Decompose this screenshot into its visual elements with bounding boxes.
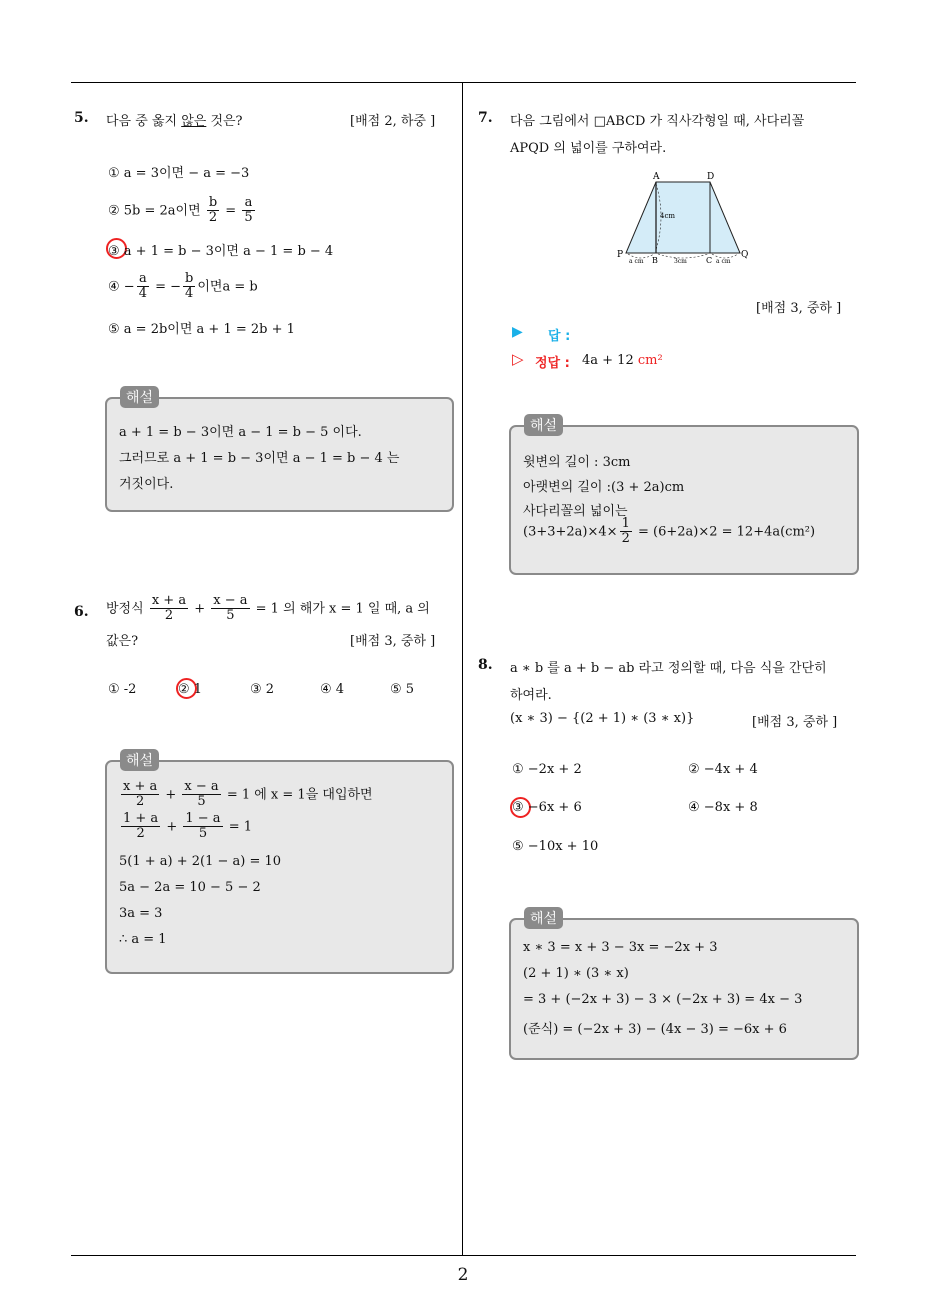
correct-answer: 4a + 12 cm² bbox=[582, 353, 663, 368]
correct-label: 정답 : bbox=[535, 356, 570, 371]
option-4[interactable]: ④ −8x + 8 bbox=[688, 800, 758, 815]
question-number: 5. bbox=[74, 110, 89, 126]
solution-line: 아랫변의 길이 :(3 + 2a)cm bbox=[523, 480, 685, 495]
option-2[interactable]: ② 5b = 2a이면 $\frac{b}{2}$ = $\frac{a}{5}$ bbox=[108, 195, 253, 226]
solution-line: (준식) = (−2x + 3) − (4x − 3) = −6x + 6 bbox=[523, 1022, 787, 1037]
option-2[interactable]: ② −4x + 4 bbox=[688, 762, 758, 777]
label-C: C bbox=[706, 256, 713, 265]
option-1[interactable]: ① -2 bbox=[108, 682, 137, 697]
answer-label: 답 : bbox=[548, 329, 571, 344]
label-A: A bbox=[653, 172, 660, 182]
option-3[interactable]: ③ −6x + 6 bbox=[512, 800, 582, 815]
label-D: D bbox=[707, 172, 715, 182]
question-stem: a ∗ b 를 a + b − ab 라고 정의할 때, 다음 식을 간단히 bbox=[510, 661, 827, 676]
option-5[interactable]: ⑤ a = 2b이면 a + 1 = 2b + 1 bbox=[108, 322, 295, 337]
label-height: 4cm bbox=[660, 212, 676, 220]
top-rule bbox=[71, 82, 856, 83]
label-3cm: 3cm bbox=[674, 258, 687, 265]
solution-box bbox=[105, 760, 454, 974]
question-stem: 다음 그림에서 □ABCD 가 직사각형일 때, 사다리꼴 bbox=[510, 114, 805, 129]
score-label: [배점 3, 중하 ] bbox=[756, 301, 842, 316]
solution-tag: 해설 bbox=[524, 907, 563, 929]
solution-line: 5(1 + a) + 2(1 − a) = 10 bbox=[119, 854, 282, 869]
label-B: B bbox=[652, 256, 658, 265]
question-stem: 방정식 $\frac{x + a}{2}$ + $\frac{x - a}{5}$ = 1 의 해가 x = 1 일 때, a 의 bbox=[106, 593, 430, 624]
solution-line: $\frac{x + a}{2}$ + $\frac{x - a}{5}$ = 1 에 x = 1을 대입하면 bbox=[123, 779, 373, 810]
label-P: P bbox=[617, 250, 624, 260]
label-Q: Q bbox=[741, 250, 749, 260]
question-stem-cont: 값은? bbox=[106, 634, 139, 649]
solution-line: a + 1 = b − 3이면 a − 1 = b − 5 이다. bbox=[119, 425, 362, 440]
solution-line: 거짓이다. bbox=[119, 477, 174, 492]
label-a1: a cm bbox=[629, 258, 644, 265]
solution-tag: 해설 bbox=[524, 414, 563, 436]
answer-arrow-icon: ▶ bbox=[512, 324, 523, 340]
solution-line: $\frac{1 + a}{2}$ + $\frac{1 - a}{5}$ = 1 bbox=[123, 811, 252, 842]
question-stem-cont: APQD 의 넓이를 구하여라. bbox=[510, 141, 667, 156]
solution-line: 그러므로 a + 1 = b − 3이면 a − 1 = b − 4 는 bbox=[119, 451, 400, 466]
option-5[interactable]: ⑤ −10x + 10 bbox=[512, 839, 599, 854]
option-4[interactable]: ④ − $\frac{a}{4}$ = − $\frac{b}{4}$ 이면a = b bbox=[108, 271, 258, 302]
solution-line: 사다리꼴의 넓이는 bbox=[523, 504, 628, 519]
option-2[interactable]: ② 1 bbox=[178, 682, 203, 697]
page-number: 2 bbox=[457, 1265, 469, 1285]
solution-line: = 3 + (−2x + 3) − 3 × (−2x + 3) = 4x − 3 bbox=[523, 992, 803, 1007]
solution-line: 5a − 2a = 10 − 5 − 2 bbox=[119, 880, 261, 895]
column-divider bbox=[462, 83, 463, 1255]
score-label: [배점 2, 하중 ] bbox=[350, 114, 436, 129]
option-1[interactable]: ① −2x + 2 bbox=[512, 762, 582, 777]
solution-line: 윗변의 길이 : 3cm bbox=[523, 455, 631, 470]
solution-line: (2 + 1) ∗ (3 ∗ x) bbox=[523, 966, 629, 981]
trapezoid-figure bbox=[614, 170, 754, 265]
solution-box bbox=[509, 918, 859, 1060]
question-number: 7. bbox=[478, 110, 493, 126]
option-4[interactable]: ④ 4 bbox=[320, 682, 345, 697]
bottom-rule bbox=[71, 1255, 856, 1256]
solution-tag: 해설 bbox=[120, 386, 159, 408]
question-stem-cont: 하여라. bbox=[510, 688, 552, 703]
solution-line: ∴ a = 1 bbox=[119, 932, 167, 947]
option-3[interactable]: ③ 2 bbox=[250, 682, 275, 697]
question-stem: 다음 중 옳지 않은 것은? bbox=[106, 114, 243, 129]
solution-tag: 해설 bbox=[120, 749, 159, 771]
label-a2: a cm bbox=[716, 258, 731, 265]
solution-line: x ∗ 3 = x + 3 − 3x = −2x + 3 bbox=[523, 940, 718, 955]
option-1[interactable]: ① a = 3이면 − a = −3 bbox=[108, 166, 250, 181]
correct-arrow-icon: ▷ bbox=[512, 350, 524, 368]
option-3[interactable]: ③ a + 1 = b − 3이면 a − 1 = b − 4 bbox=[108, 244, 334, 259]
solution-line: 3a = 3 bbox=[119, 906, 163, 921]
option-5[interactable]: ⑤ 5 bbox=[390, 682, 415, 697]
solution-box bbox=[509, 425, 859, 575]
question-expression: (x ∗ 3) − {(2 + 1) ∗ (3 ∗ x)} bbox=[510, 711, 695, 726]
score-label: [배점 3, 중하 ] bbox=[350, 634, 436, 649]
solution-line: (3+3+2a)×4× $\frac{1}{2}$ = (6+2a)×2 = 12+4a(cm²) bbox=[523, 516, 816, 547]
question-number: 8. bbox=[478, 657, 493, 673]
score-label: [배점 3, 중하 ] bbox=[752, 715, 838, 730]
question-number: 6. bbox=[74, 604, 89, 620]
solution-box bbox=[105, 397, 454, 512]
